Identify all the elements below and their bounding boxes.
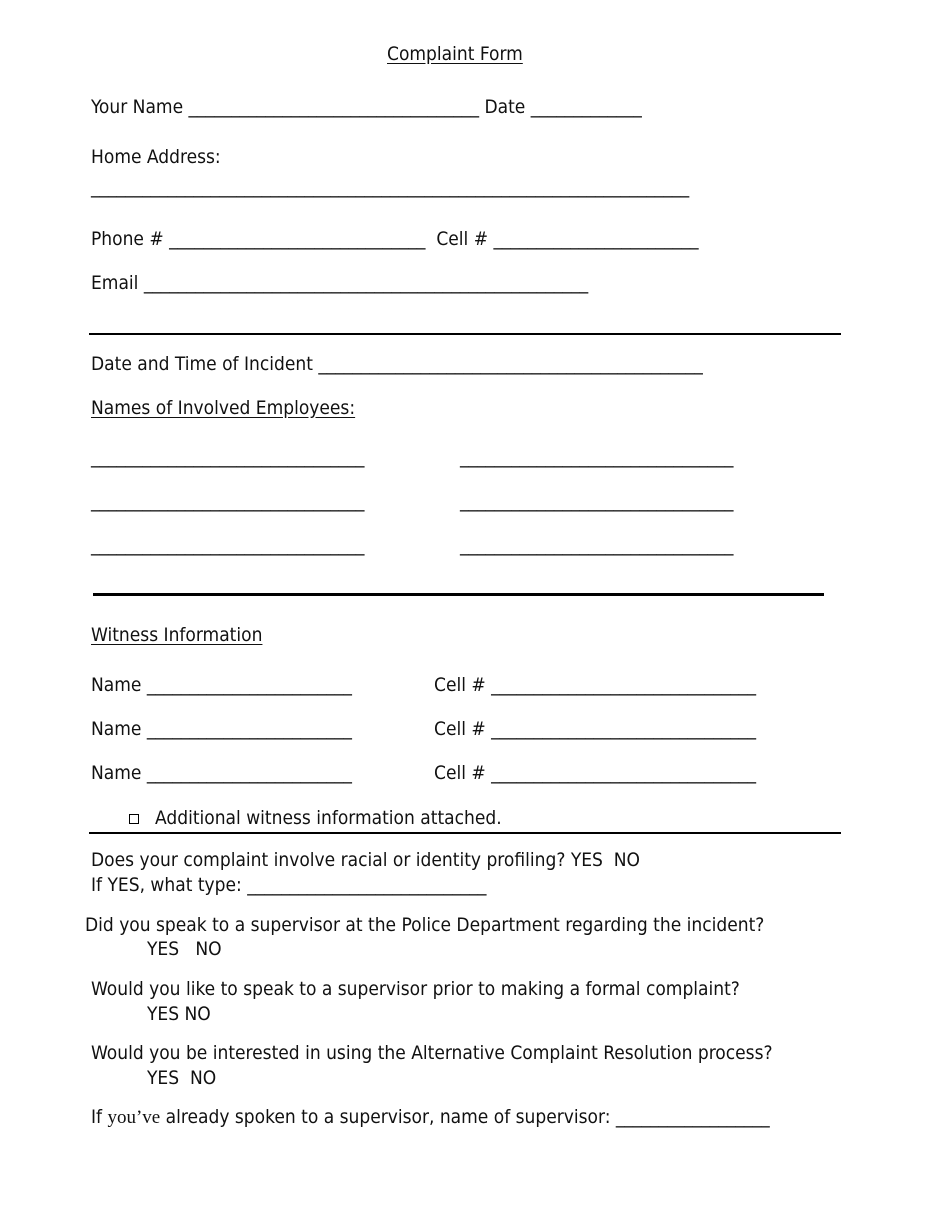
home-address-field[interactable]: ______________________________________________________________________	[91, 176, 690, 198]
section-divider	[89, 832, 841, 834]
employee-name-field[interactable]: ________________________________	[91, 534, 365, 556]
email-field[interactable]: Email ____________________________________________________	[91, 272, 589, 294]
witness-name-field[interactable]: Name ________________________	[91, 674, 352, 696]
employee-name-field[interactable]: ________________________________	[91, 446, 365, 468]
page-title: Complaint Form	[387, 43, 523, 65]
section-divider	[89, 333, 841, 335]
witness-cell-field[interactable]: Cell # _______________________________	[434, 674, 757, 696]
supervisor-name-serif-word: you’ve	[107, 1107, 161, 1128]
phone-cell-field[interactable]: Phone # ______________________________ Cell # ________________________	[91, 228, 699, 250]
home-address-label: Home Address:	[91, 146, 221, 168]
acr-question: Would you be interested in using the Alternative Complaint Resolution process?	[91, 1042, 773, 1064]
acr-answer[interactable]: YES NO	[147, 1067, 217, 1089]
witness-name-field[interactable]: Name ________________________	[91, 762, 352, 784]
supervisor-name-prefix: If	[91, 1106, 108, 1128]
profiling-type-field[interactable]: If YES, what type: ____________________________	[91, 874, 487, 896]
witness-name-field[interactable]: Name ________________________	[91, 718, 352, 740]
section-divider	[93, 593, 824, 596]
supervisor-name-field[interactable]	[91, 1105, 770, 1130]
witness-cell-field[interactable]: Cell # _______________________________	[434, 718, 757, 740]
name-date-field[interactable]: Your Name __________________________________ Date _____________	[91, 96, 642, 118]
additional-witness-label: Additional witness information attached.	[155, 807, 502, 829]
spoke-supervisor-answer[interactable]: YES NO	[147, 938, 222, 960]
employees-heading: Names of Involved Employees:	[91, 397, 356, 419]
like-to-speak-question: Would you like to speak to a supervisor prior to making a formal complaint?	[91, 978, 740, 1000]
spoke-supervisor-question: Did you speak to a supervisor at the Police Department regarding the incident?	[85, 914, 765, 936]
supervisor-name-rest: already spoken to a supervisor, name of supervisor: __________________	[160, 1106, 770, 1128]
additional-witness-checkbox[interactable]	[129, 814, 139, 824]
employee-name-field[interactable]: ________________________________	[91, 490, 365, 512]
profiling-question: Does your complaint involve racial or identity profiling? YES NO	[91, 849, 640, 871]
like-to-speak-answer[interactable]: YES NO	[147, 1003, 211, 1025]
witness-heading: Witness Information	[91, 624, 263, 646]
employee-name-field[interactable]: ________________________________	[460, 490, 734, 512]
incident-datetime-field[interactable]: Date and Time of Incident _____________________________________________	[91, 353, 703, 375]
employee-name-field[interactable]: ________________________________	[460, 446, 734, 468]
witness-cell-field[interactable]: Cell # _______________________________	[434, 762, 757, 784]
employee-name-field[interactable]: ________________________________	[460, 534, 734, 556]
